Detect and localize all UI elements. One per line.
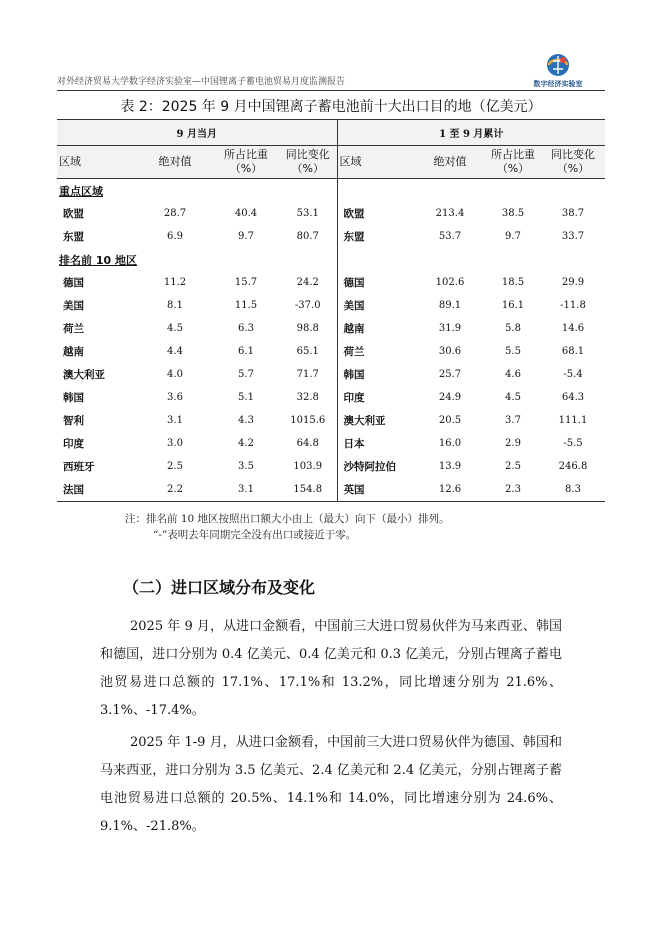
- region-name: 韩国: [343, 369, 365, 381]
- col-yoy-right: 同比变化（%）: [541, 146, 605, 179]
- share-value: 38.5: [501, 208, 525, 219]
- region-name: 日本: [343, 438, 365, 450]
- yoy-value: 246.8: [558, 461, 588, 472]
- abs-value: 13.9: [438, 461, 462, 472]
- paragraph-cumulative: 2025 年 1-9 月，从进口金额看，中国前三大进口贸易伙伴为德国、韩国和马来西亚，进口分别为 3.5 亿美元、2.4 亿美元和 2.4 亿美元，分别占锂离子蓄电池贸易进口总额的 20.5%、14.1%和 14.0%，同比增速分别为 24.6%、9.1%、-21.8%。: [100, 735, 562, 834]
- region-name: 英国: [337, 478, 415, 502]
- abs-value: 213.4: [435, 208, 465, 219]
- yoy-value: 80.7: [279, 225, 337, 248]
- table-row: [57, 294, 605, 317]
- yoy-value: 32.8: [279, 386, 337, 409]
- abs-value: 102.6: [435, 277, 465, 288]
- share-value: 4.5: [505, 392, 521, 403]
- yoy-value: 38.7: [561, 208, 585, 219]
- share-value: 16.1: [501, 300, 525, 311]
- region-name: 美国: [343, 300, 365, 312]
- abs-value: 53.7: [438, 231, 462, 242]
- col-yoy-left: 同比变化（%）: [279, 146, 337, 179]
- report-header: 对外经济贸易大学数字经济实验室—中国锂离子蓄电池贸易月度监测报告: [57, 77, 346, 87]
- share-value: 4.2: [238, 438, 254, 449]
- yoy-value: -37.0: [279, 294, 337, 317]
- logo-text: 数字经济实验室: [533, 80, 583, 88]
- col-share-left: 所占比重（%）: [213, 146, 279, 179]
- table-row: [57, 225, 605, 248]
- share-value: 9.7: [238, 231, 254, 242]
- abs-value: 2.5: [167, 461, 183, 472]
- yoy-value: -5.5: [563, 438, 583, 449]
- abs-value: 3.1: [167, 415, 183, 426]
- share-value: 6.1: [238, 346, 254, 357]
- region-name: 法国: [57, 478, 137, 502]
- table-row: [57, 340, 605, 363]
- globe-logo-icon: [545, 52, 571, 78]
- yoy-value: 64.3: [561, 392, 585, 403]
- region-name: 智利: [63, 415, 84, 427]
- region-name: 东盟: [343, 231, 365, 243]
- region-name: 荷兰: [63, 323, 84, 335]
- share-value: 2.3: [485, 478, 541, 502]
- share-value: 11.5: [234, 300, 258, 311]
- yoy-value: 71.7: [279, 363, 337, 386]
- region-name: 美国: [63, 300, 84, 312]
- region-name: 欧盟: [343, 208, 365, 220]
- abs-value: 3.6: [167, 392, 183, 403]
- region-name: 东盟: [63, 231, 84, 243]
- abs-value: 4.0: [167, 369, 183, 380]
- region-name: 印度: [343, 392, 365, 404]
- col-share-right: 所占比重（%）: [485, 146, 541, 179]
- region-name: 越南: [63, 346, 84, 358]
- share-value: 4.3: [238, 415, 254, 426]
- col-region-right: 区域: [337, 146, 415, 179]
- share-value: 3.1: [213, 478, 279, 502]
- region-name: 沙特阿拉伯: [343, 461, 396, 473]
- abs-value: 25.7: [438, 369, 462, 380]
- yoy-value: 103.9: [279, 455, 337, 478]
- table-row: [57, 271, 605, 294]
- yoy-value: 1015.6: [279, 409, 337, 432]
- table-note-2: “-”表明去年同期完全没有出口或接近于零。: [153, 529, 357, 541]
- share-value: 3.7: [505, 415, 521, 426]
- abs-value: 24.9: [438, 392, 462, 403]
- share-value: 15.7: [234, 277, 258, 288]
- yoy-value: -5.4: [563, 369, 583, 380]
- abs-value: 4.5: [167, 323, 183, 334]
- share-value: 5.1: [238, 392, 254, 403]
- table-row: [57, 478, 605, 502]
- lab-logo: [511, 52, 605, 90]
- share-value: 4.6: [505, 369, 521, 380]
- share-value: 5.5: [505, 346, 521, 357]
- abs-value: 11.2: [163, 277, 187, 288]
- share-value: 5.7: [238, 369, 254, 380]
- yoy-value: 64.8: [279, 432, 337, 455]
- share-value: 2.9: [505, 438, 521, 449]
- table-caption: 表 2：2025 年 9 月中国锂离子蓄电池前十大出口目的地（亿美元）: [120, 99, 542, 115]
- region-name: 德国: [63, 277, 84, 289]
- abs-value: 4.4: [167, 346, 183, 357]
- key-regions-body: [57, 202, 605, 248]
- yoy-value: 65.1: [279, 340, 337, 363]
- region-name: 西班牙: [63, 461, 95, 473]
- share-value: 5.8: [505, 323, 521, 334]
- abs-value: 16.0: [438, 438, 462, 449]
- yoy-value: 14.6: [561, 323, 585, 334]
- region-name: 荷兰: [343, 346, 365, 358]
- abs-value: 6.9: [167, 231, 183, 242]
- section-top10: 排名前 10 地区: [59, 253, 137, 267]
- yoy-value: 33.7: [561, 231, 585, 242]
- share-value: 2.5: [505, 461, 521, 472]
- yoy-value: 53.1: [279, 202, 337, 225]
- region-name: 印度: [63, 438, 84, 450]
- share-value: 9.7: [505, 231, 521, 242]
- abs-value: 2.2: [137, 478, 213, 502]
- yoy-value: 154.8: [279, 478, 337, 502]
- paragraph-monthly: 2025 年 9 月，从进口金额看，中国前三大进口贸易伙伴为马来西亚、韩国和德国，进口分别为 0.4 亿美元、0.4 亿美元和 0.3 亿美元，分别占锂离子蓄电池贸易进口总额的 17.1%、17.1%和 13.2%，同比增速分别为 21.6%、3.1%、-17.4%。: [100, 619, 562, 718]
- header-rule: [57, 90, 605, 91]
- table-row: [57, 432, 605, 455]
- top10-body: [57, 271, 605, 502]
- period-cumulative: 1 至 9 月累计: [337, 120, 605, 146]
- share-value: 40.4: [234, 208, 258, 219]
- region-name: 韩国: [63, 392, 84, 404]
- abs-value: 3.0: [167, 438, 183, 449]
- region-name: 越南: [343, 323, 365, 335]
- yoy-value: 111.1: [558, 415, 588, 426]
- abs-value: 89.1: [438, 300, 462, 311]
- section-key-regions: 重点区域: [59, 184, 103, 198]
- table-row: [57, 202, 605, 225]
- share-value: 18.5: [501, 277, 525, 288]
- export-destinations-table: [57, 119, 605, 502]
- col-abs-left: 绝对值: [137, 146, 213, 179]
- region-name: 澳大利亚: [343, 415, 386, 427]
- abs-value: 12.6: [415, 478, 485, 502]
- yoy-value: 98.8: [279, 317, 337, 340]
- col-region-left: 区域: [57, 146, 137, 179]
- region-name: 澳大利亚: [63, 369, 105, 381]
- yoy-value: 8.3: [541, 478, 605, 502]
- region-name: 欧盟: [63, 208, 84, 220]
- table-row: [57, 455, 605, 478]
- abs-value: 30.6: [438, 346, 462, 357]
- table-row: [57, 386, 605, 409]
- abs-value: 8.1: [167, 300, 183, 311]
- table-note-1: 注：排名前 10 地区按照出口额大小由上（最大）向下（最小）排列。: [125, 513, 450, 525]
- section-heading: （二）进口区域分布及变化: [123, 578, 316, 597]
- table-row: [57, 409, 605, 432]
- table-row: [57, 317, 605, 340]
- period-monthly: 9 月当月: [57, 120, 337, 146]
- abs-value: 31.9: [438, 323, 462, 334]
- table-row: [57, 363, 605, 386]
- share-value: 3.5: [238, 461, 254, 472]
- yoy-value: 24.2: [279, 271, 337, 294]
- region-name: 德国: [343, 277, 365, 289]
- abs-value: 20.5: [438, 415, 462, 426]
- yoy-value: 68.1: [561, 346, 585, 357]
- col-abs-right: 绝对值: [415, 146, 485, 179]
- share-value: 6.3: [238, 323, 254, 334]
- yoy-value: -11.8: [560, 300, 586, 311]
- yoy-value: 29.9: [561, 277, 585, 288]
- abs-value: 28.7: [163, 208, 187, 219]
